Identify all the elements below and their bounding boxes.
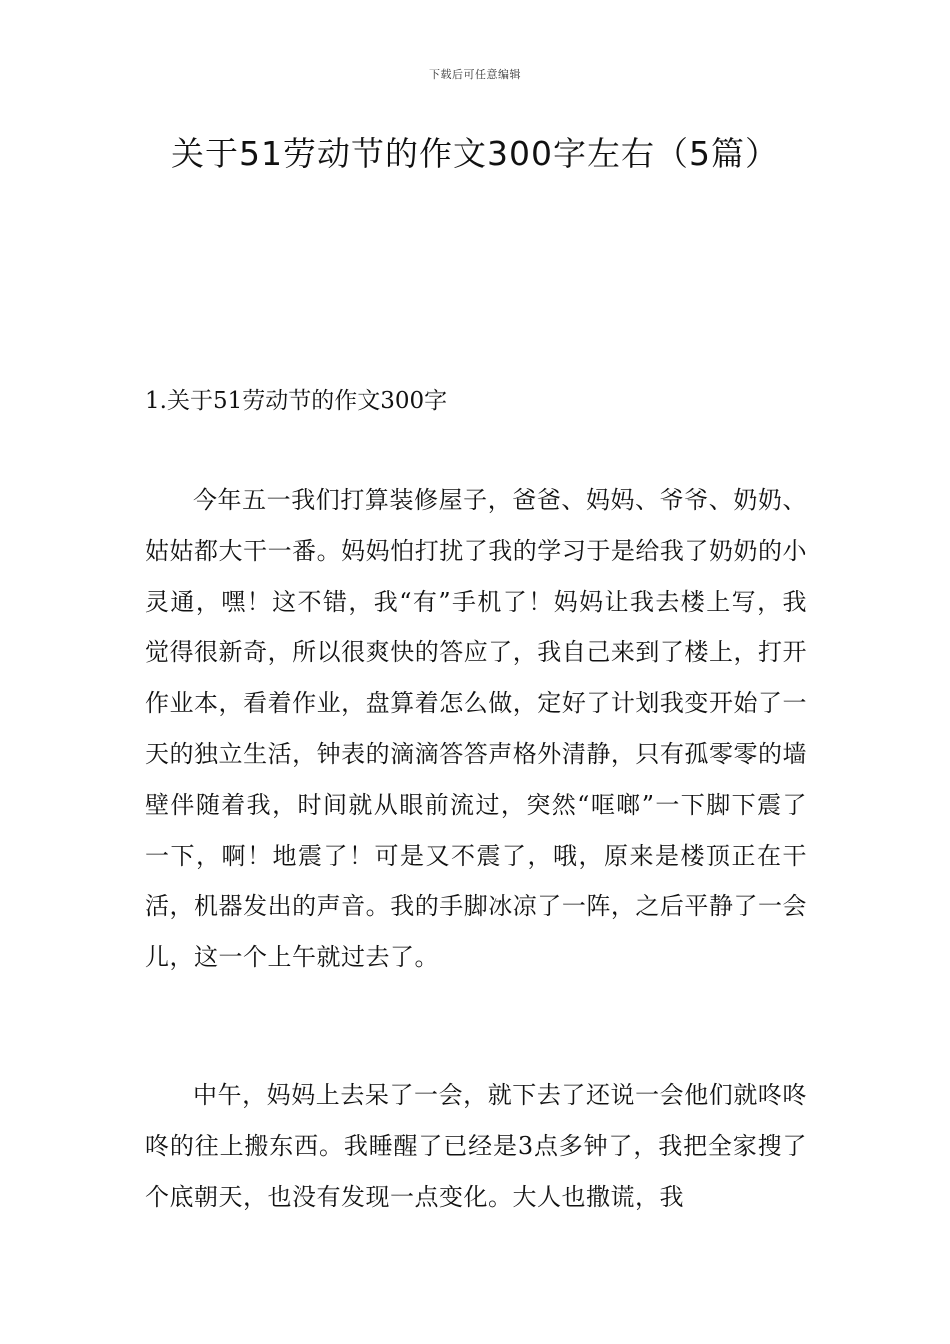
page-header-note: 下载后可任意编辑	[429, 68, 521, 81]
body-paragraph: 今年五一我们打算装修屋子，爸爸、妈妈、爷爷、奶奶、姑姑都大干一番。妈妈怕打扰了我的学习于是给我了奶奶的小灵通，嘿！这不错，我“有”手机了！妈妈让我去楼上写，我觉得很新奇，所以很爽快的答应了，我自己来到了楼上，打开作业本，看着作业，盘算着怎么做，定好了计划我变开始了一天的独立生活，钟表的滴滴答答声格外清静，只有孤零零的墙壁伴随着我，时间就从眼前流过，突然“哐啷”一下脚下震了一下，啊！地震了！可是又不震了，哦，原来是楼顶正在干活，机器发出的声音。我的手脚冰凉了一阵，之后平静了一会儿，这一个上午就过去了。	[145, 486, 807, 972]
body-paragraph: 中午，妈妈上去呆了一会，就下去了还说一会他们就咚咚咚的往上搬东西。我睡醒了已经是3点多钟了，我把全家搜了个底朝天，也没有发现一点变化。大人也撒谎，我	[145, 1081, 807, 1211]
section-heading: 1.关于51劳动节的作文300字	[145, 388, 448, 414]
document-title: 关于51劳动节的作文300字左右（5篇）	[171, 134, 779, 173]
